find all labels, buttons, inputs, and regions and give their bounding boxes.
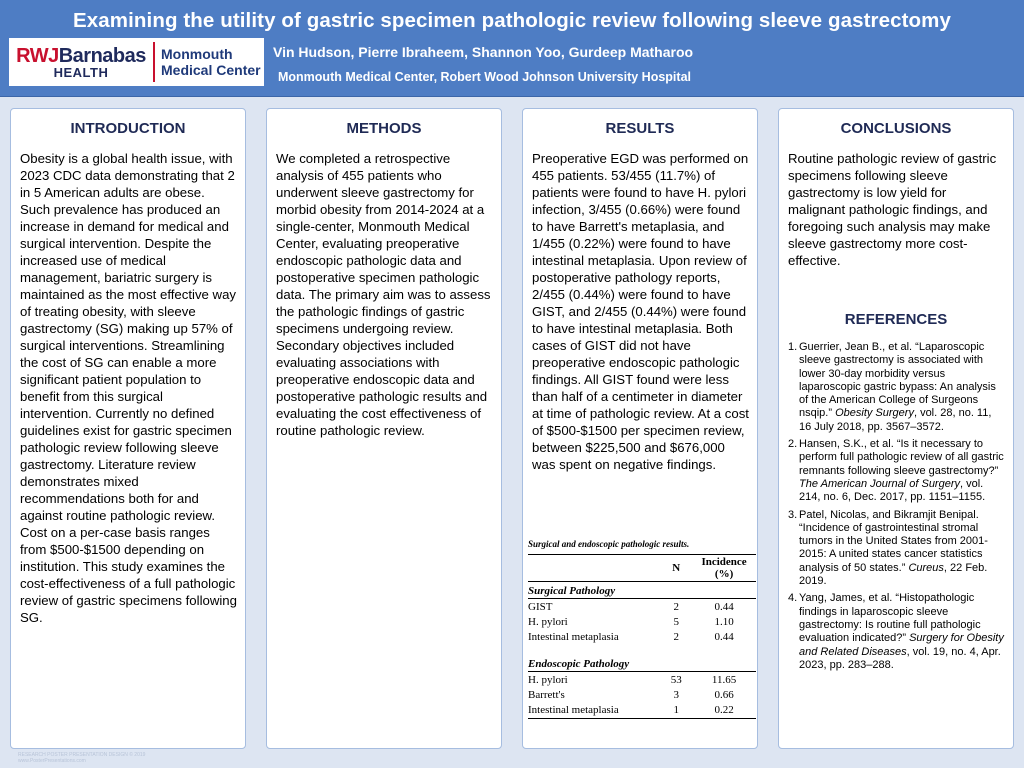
reference-details: , vol. 19, no. 4, Apr. 2023, pp. 283–288. — [799, 645, 1001, 671]
reference-number: 4. — [788, 592, 798, 605]
row-n: 5 — [673, 615, 679, 628]
logo-medical-center-text: Medical Center — [161, 62, 261, 78]
surgical-pathology-label: Surgical Pathology — [528, 582, 756, 599]
reference-text — [799, 341, 1005, 434]
reference-details: , 22 Feb. 2019. — [799, 561, 988, 588]
reference-body: Hansen, S.K., et al. “Is it necessary to perform full pathologic review of all gastric remnants following sleeve gastrectomy?” — [799, 438, 1004, 477]
results-heading: RESULTS — [605, 120, 675, 137]
results-text: Preoperative EGD was performed on 455 patients. 53/455 (11.7%) of patients were found to have H. pylori infection, 3/455 (0.66%) were found to have Barrett's metaplasia, and 1/455 (0.22%) were found to have intestinal metaplasia. Upon review of postoperative pathology reports, 2/455 (0.44%) were found to have GIST, and 2/455 (0.44%) were found to have intestinal metaplasia. Both cases of GIST did not have preoperative endoscopic pathologic findings. All GIST found were less than half of a centimeter in diameter at time of pathologic review. At a cost of $500-$1500 per specimen review, between $225,500 and $676,000 was spent on negative findings. — [532, 151, 749, 472]
list-item — [788, 592, 1005, 672]
reference-text — [799, 509, 1005, 589]
reference-text — [799, 438, 1005, 504]
table-row — [528, 599, 756, 615]
table-row — [528, 630, 756, 646]
row-incidence: 0.44 — [714, 631, 734, 644]
introduction-panel — [10, 108, 246, 749]
endoscopic-pathology-label: Endoscopic Pathology — [528, 655, 756, 672]
table-category-row — [528, 582, 756, 599]
table-header-incidence: Incidence (%) — [692, 555, 756, 582]
methods-heading: METHODS — [346, 120, 422, 137]
reference-journal: Obesity Surgery — [835, 407, 914, 420]
row-name: Intestinal metaplasia — [528, 631, 619, 644]
conclusions-text: Routine pathologic review of gastric specimens following sleeve gastrectomy is low yield for malignant pathologic findings, and foregoing such analysis may make sleeve gastrectomy more cost-effective. — [788, 151, 997, 268]
row-name: H. pylori — [528, 615, 568, 628]
table-caption: Surgical and endoscopic pathologic results. — [528, 539, 690, 549]
logo-rwj-text: RWJ — [16, 44, 59, 67]
row-n: 1 — [660, 703, 692, 719]
results-table-container — [528, 539, 756, 719]
row-n: 2 — [673, 631, 679, 644]
list-item — [788, 438, 1005, 504]
introduction-text: Obesity is a global health issue, with 2023 CDC data demonstrating that 2 in 5 American adults are obese. Such prevalence has produced an increase in demand for medical and surgical intervention. Despite the increased use of medical management, bariatric surgery is maintained as the most effective way of treating obesity, with sleeve gastrectomy (SG) making up 57% of surgical interventions. Streamlining the cost of SG can enable a more significant patient population to benefit from this surgical intervention. Currently no defined guidelines exist for gastric specimen pathologic review following sleeve gastrectomy. Literature review demonstrates mixed recommendations both for and against routine pathologic review. Cost on a per-case basis ranges from $500-$1500 depending on institution. This study examines the cost-effectiveness of a full pathologic review of gastric specimens following SG. — [20, 151, 237, 625]
poster-authors: Vin Hudson, Pierre Ibraheem, Shannon Yoo, Gurdeep Matharoo — [273, 44, 694, 60]
reference-journal: The American Journal of Surgery — [799, 477, 960, 490]
conclusions-panel — [778, 108, 1014, 749]
conclusions-heading: CONCLUSIONS — [840, 120, 952, 137]
row-incidence: 1.10 — [714, 615, 734, 628]
row-n: 2 — [673, 600, 679, 613]
reference-text — [799, 592, 1005, 672]
reference-body: Guerrier, Jean B., et al. “Laparoscopic sleeve gastrectomy is associated with lower 30-day morbidity versus laparoscopic gastric bypass: An analysis of the American College of Surgeons nsqip.” — [799, 341, 996, 420]
results-table — [528, 554, 756, 719]
reference-number: 3. — [788, 508, 798, 521]
table-spacer-row — [528, 645, 756, 655]
poster-header — [0, 0, 1024, 97]
reference-journal: Cureus — [908, 561, 944, 574]
footer-line: RESEARCH POSTER PRESENTATION DESIGN © 2019 — [18, 752, 146, 758]
poster-title: Examining the utility of gastric specimen pathologic review following sleeve gastrectomy — [73, 9, 951, 32]
table-row — [528, 703, 756, 719]
reference-number: 2. — [788, 438, 798, 451]
logo-health-text: HEALTH — [53, 64, 109, 80]
references-list — [788, 341, 1005, 676]
monmouth-logo — [155, 46, 261, 78]
methods-panel — [266, 108, 502, 749]
table-header-n: N — [660, 555, 692, 582]
table-row — [528, 687, 756, 703]
reference-details: , vol. 214, no. 6, Dec. 2017, pp. 1151–1155. — [799, 477, 986, 504]
table-header-row — [528, 555, 756, 582]
logo-barnabas-text: Barnabas — [58, 44, 146, 67]
row-name: H. pylori — [528, 673, 568, 686]
row-incidence: 0.44 — [714, 600, 734, 613]
row-incidence: 0.66 — [714, 688, 734, 701]
row-name: Intestinal metaplasia — [528, 703, 660, 719]
footer-watermark — [18, 752, 145, 764]
table-category-row — [528, 655, 756, 672]
row-n: 53 — [670, 673, 682, 686]
logo-monmouth-text: Monmouth — [161, 46, 233, 62]
institution-logo — [9, 38, 264, 86]
rwj-barnabas-logo — [9, 46, 153, 79]
row-n: 3 — [673, 688, 679, 701]
row-name: Barrett's — [528, 688, 565, 701]
table-header-blank — [528, 555, 660, 582]
row-incidence: 11.65 — [711, 673, 737, 686]
poster-affiliation: Monmouth Medical Center, Robert Wood Johnson University Hospital — [278, 70, 691, 84]
results-panel — [522, 108, 758, 749]
row-name: GIST — [528, 600, 553, 613]
methods-text: We completed a retrospective analysis of 455 patients who underwent sleeve gastrectomy for morbid obesity from 2014-2024 at a single-center, Monmouth Medical Center, evaluating preoperative endoscopic pathologic data and postoperative specimen pathologic data. The primary aim was to assess the pathologic findings of gastric specimens undergoing review. Secondary objectives included evaluating associations with preoperative endoscopic data and postoperative pathologic results and evaluating the cost effectiveness of routine pathologic review. — [276, 151, 491, 438]
references-heading: REFERENCES — [844, 311, 948, 328]
row-incidence: 0.22 — [692, 703, 756, 719]
footer-line: www.PosterPresentations.com — [18, 758, 86, 764]
reference-body: Yang, James, et al. “Histopathologic findings in laparoscopic sleeve gastrectomy: Is routine full pathologic evaluation indicated?” — [799, 592, 981, 645]
table-row — [528, 672, 756, 688]
introduction-heading: INTRODUCTION — [70, 120, 186, 137]
list-item — [788, 341, 1005, 434]
list-item — [788, 509, 1005, 589]
reference-number: 1. — [788, 341, 798, 353]
reference-journal: Surgery for Obesity and Related Diseases — [799, 632, 1004, 658]
table-row — [528, 614, 756, 630]
reference-body: Patel, Nicolas, and Bikramjit Benipal. “Incidence of gastrointestinal stromal tumors in the United States from 2001-2015: A united states cancer statistics analysis of 50 states.” — [799, 508, 988, 574]
reference-details: , vol. 28, no. 11, 16 July 2018, pp. 3567–3572. — [799, 407, 992, 433]
